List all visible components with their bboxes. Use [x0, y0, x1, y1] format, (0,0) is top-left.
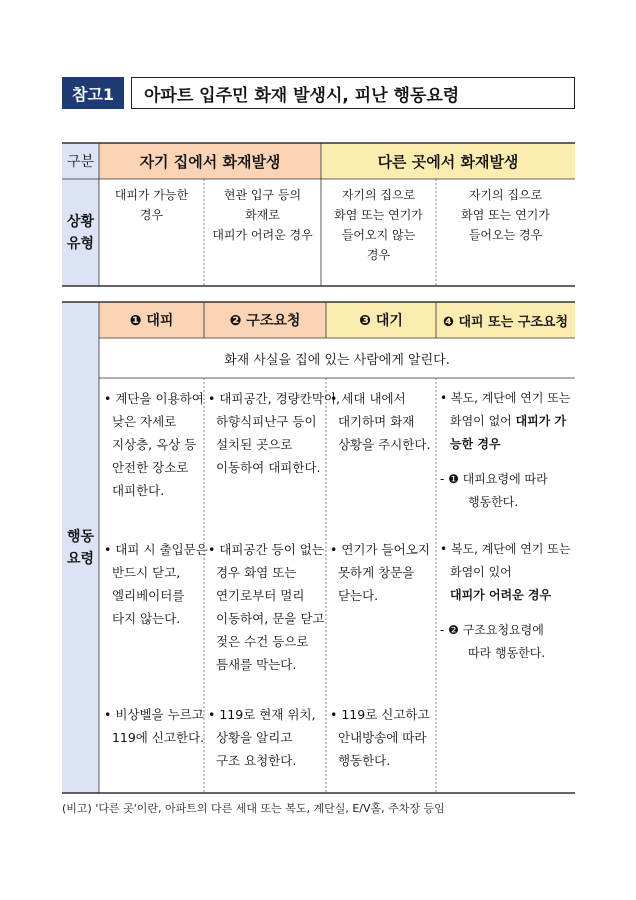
col2-item-3: • 119로 현재 위치, 상황을 알리고 구조 요청한다. — [208, 707, 316, 768]
col4b-sub2: 따라 행동한다. — [468, 646, 546, 660]
col-label: 구분 — [62, 143, 99, 179]
col4b-line1: • 복도, 계단에 연기 또는 — [440, 542, 571, 556]
col4b-sub1: - ❷ 구조요청요령에 — [440, 623, 544, 637]
home-fire-header: 자기 집에서 화재발생 — [99, 143, 321, 179]
situation-row-label: 상황 유형 — [62, 179, 99, 286]
col4a-line1: • 복도, 계단에 연기 또는 — [440, 391, 571, 405]
action-row-label: 행동 요령 — [62, 302, 99, 793]
col1-item-2: • 대피 시 출입문은 반드시 닫고, 엘리베이터를 타지 않는다. — [104, 542, 208, 626]
col2-item-2: • 대피공간 등이 없는 경우 화염 또는 연기로부터 멀리 이동하여, 문을 닫고 젖은 수건 등으로 틈새를 막는다. — [208, 542, 325, 672]
other-fire-header: 다른 곳에서 화재발생 — [321, 143, 575, 179]
head-wait: ❸ 대기 — [326, 302, 436, 338]
col2-item-1: • 대피공간, 경량칸막이, 하향식피난구 등이 설치된 곳으로 이동하여 대피한다. — [208, 391, 340, 475]
col4a-sub2: 행동한다. — [468, 495, 519, 509]
situation-entrance-fire: 현관 입구 등의 화재로 대피가 어려운 경우 — [212, 188, 313, 242]
head-rescue-request: ❷ 구조요청 — [204, 302, 326, 338]
col4a-sub1: - ❶ 대피요령에 따라 — [440, 472, 548, 486]
col3-item-3: • 119로 신고하고 안내방송에 따라 행동한다. — [330, 707, 430, 768]
notice-row: 화재 사실을 집에 있는 사람에게 알린다. — [224, 352, 450, 368]
page-title: 아파트 입주민 화재 발생시, 피난 행동요령 — [131, 77, 575, 109]
situation-no-smoke: 자기의 집으로 화염 또는 연기가 들어오지 않는 경우 — [334, 188, 423, 262]
col3-item-2: • 연기가 들어오지 못하게 창문을 닫는다. — [330, 542, 430, 603]
col4a-line2b: 대피가 가 — [515, 414, 567, 428]
situation-smoke-entering: 자기의 집으로 화염 또는 연기가 들어오는 경우 — [461, 188, 550, 242]
head-evacuate: ❶ 대피 — [99, 302, 204, 338]
col4a-line3: 능한 경우 — [450, 437, 501, 451]
footnote: (비고) '다른 곳'이란, 아파트의 다른 세대 또는 복도, 계단실, E/V홀, 주차장 등임 — [62, 802, 445, 815]
situation-evacuable: 대피가 가능한 경우 — [114, 188, 189, 222]
col3-item-1: • 세대 내에서 대기하며 화재 상황을 주시한다. — [330, 391, 431, 452]
col1-item-3: • 비상벨을 누르고 119에 신고한다. — [104, 707, 205, 745]
col4b-line3: 대피가 어려운 경우 — [450, 588, 552, 602]
col4a-line2a: 화염이 없어 — [450, 414, 516, 428]
col4b-line2: 화염이 있어 — [450, 565, 512, 579]
col1-item-1: • 계단을 이용하여 낮은 자세로 지상층, 옥상 등 안전한 장소로 대피한다. — [104, 391, 204, 498]
reference-badge: 참고1 — [62, 77, 124, 109]
head-evacuate-or-rescue: ❹ 대피 또는 구조요청 — [436, 302, 575, 338]
